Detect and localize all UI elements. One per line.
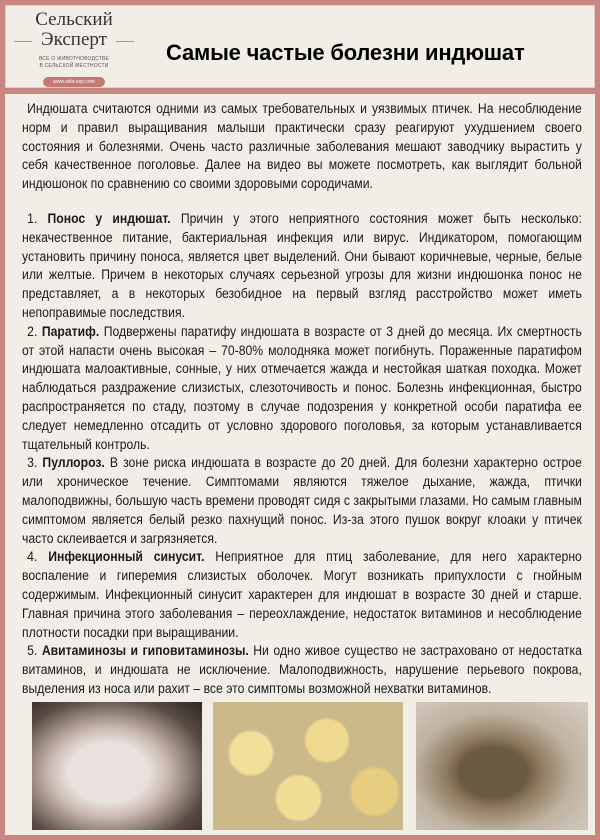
disease-name: Инфекционный синусит. xyxy=(48,549,205,566)
disease-name: Понос у индюшат. xyxy=(47,210,171,227)
disease-text: Неприятное для птиц заболевание, для него характерно воспаление и гиперемия слизистых оболочек. Могут возникать припухлости с гнойным содержимым. Инфекционный синусит характерен для индюшат в возрасте 30 дней и старше. Главная причина этого заболевания – переохлаждение, недостаток витаминов и несоблюдение плотности посадки при выращивании. xyxy=(22,549,582,641)
disease-text: Подвержены паратифу индюшата в возрасте от 3 дней до месяца. Их смертность от этой напасти очень высокая – 70-80% молодняка может погибнуть. Пораженные паратифом индюшата малоактивные, сонные, у них отмечается жажда и нестойкая шаткая походка. Может наблюдаться раздражение слизистых, слезоточивость и понос. Болезнь инфекционная, быстро распространяется по стаду, поэтому в случае подозрения у конкретной особи паратифа ее следует немедленно отсадить от условно здорового поголовья, за которым устанавливается тщательный контроль. xyxy=(22,323,582,453)
item-number: 5. xyxy=(27,643,38,660)
tagline-1: ВСЕ О ЖИВОТНОВОДСТВЕ xyxy=(38,56,110,62)
disease-item-3 xyxy=(22,454,582,548)
intro-paragraph: Индюшата считаются одними из самых требовательных и уязвимых птичек. На несоблюдение норм и правил выращивания малыши практически сразу реагируют ухудшением своего состояния и болезнями. Очень часто различные заболевания мешают заводчику вырастить у себя качественное поголовье. Далее на видео вы можете посмотреть, как выглядит больной индюшонок по сравнению со своими здоровыми сородичами. xyxy=(22,101,582,193)
item-number: 4. xyxy=(27,549,38,566)
disease-item-2 xyxy=(22,323,582,455)
tagline-2: В СЕЛЬСКОЙ МЕСТНОСТИ xyxy=(39,63,109,69)
logo-line2: Эксперт xyxy=(14,30,134,50)
disease-text: Причин у этого неприятного состояния может быть несколько: некачественное питание, бактериальная инфекция или вирус. Индикатором, помогающим установить причину поноса, является цвет выделений. Они бывают коричневые, черные, белые или желтые. Причем в некоторых случаях серьезной угрозы для жизни индюшонка понос не представляет, а в некоторых безобидное на первый взгляд расстройство может иметь непоправимые последствия. xyxy=(22,210,582,321)
disease-item-4 xyxy=(22,548,582,642)
item-number: 2. xyxy=(27,323,38,340)
logo-tagline xyxy=(14,56,134,70)
header xyxy=(5,5,595,88)
logo-url[interactable]: www.selo-exp.com xyxy=(43,77,105,87)
item-number: 3. xyxy=(27,455,38,472)
disease-name: Паратиф. xyxy=(41,323,100,340)
disease-name: Пуллороз. xyxy=(42,455,105,472)
photo-poults-group xyxy=(213,702,403,830)
photo-sick-poult xyxy=(32,702,202,830)
photo-poult-closeup xyxy=(416,702,588,830)
article-body xyxy=(5,94,595,700)
disease-text: В зоне риска индюшата в возрасте до 20 дней. Для болезни характерно острое или хроническое течение. Симптомами являются тяжелое дыхание, жажда, птички малоподвижны, большую часть времени проводят сидя с закрытыми глазами. Но самым главным симптомом является белый резко пахнущий понос. Из-за этого пушок вокруг клоаки у птичек часто склеивается и загрязняется. xyxy=(22,455,582,547)
logo-line1: Сельский xyxy=(35,9,113,30)
article-text xyxy=(22,100,582,699)
item-number: 1. xyxy=(27,210,38,227)
disease-text: Ни одно живое существо не застраховано от недостатка витаминов, и индюшата не исключение. Малоподвижность, нарушение перьевого покрова, выделения из носа или рахит – все это симптомы возможной нехватки витаминов. xyxy=(22,643,582,697)
disease-name: Авитаминозы и гиповитаминозы. xyxy=(41,643,249,660)
page-title: Самые частые болезни индюшат xyxy=(166,40,525,65)
disease-item-1 xyxy=(22,210,582,323)
disease-item-5 xyxy=(22,642,582,698)
photo-strip xyxy=(5,700,595,835)
logo xyxy=(14,10,134,88)
